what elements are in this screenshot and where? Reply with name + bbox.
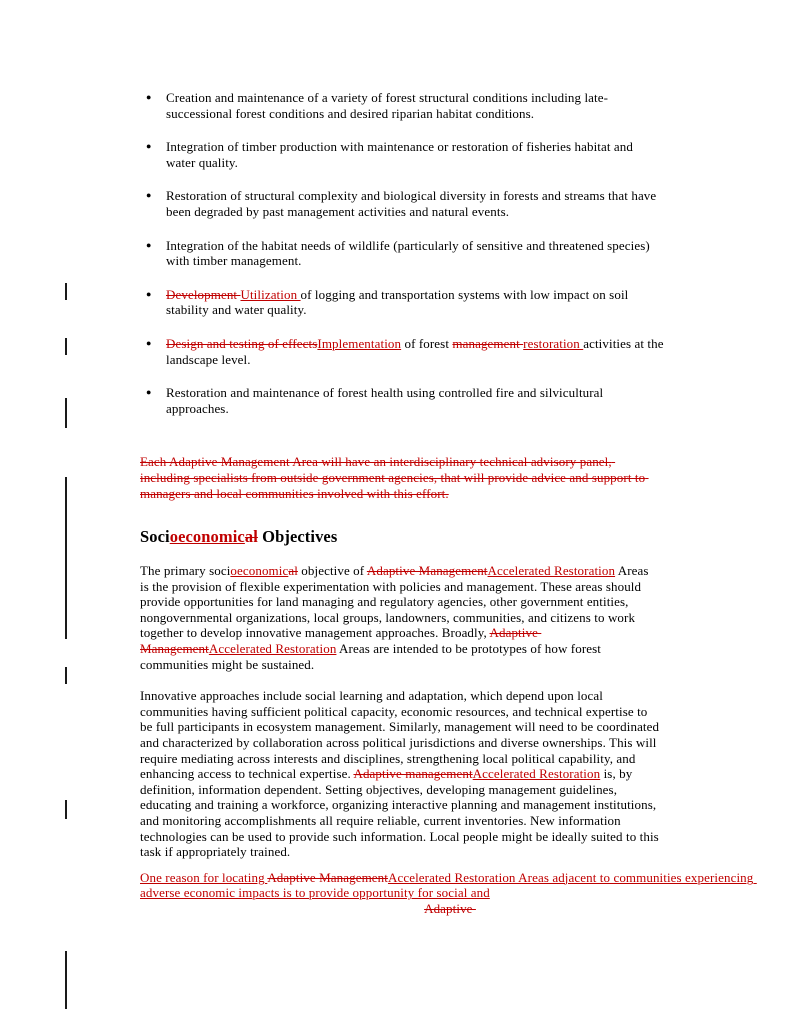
text-segment: Areas are intended to be prototypes of how forest communities might be sustained.	[140, 641, 605, 672]
text-segment: is, by definition, information dependent. Setting objectives, developing management guidelines, educating and training a workforce, organizing interactive planning and management institutions, and monitoring accomplishments all require reliable, current inventories. New information technologies can be used to provide such information. Local people might be ideally suited to this task if appropriately trained.	[140, 766, 663, 860]
deleted-text: Adaptive Management	[140, 625, 542, 657]
bullet-wildlife-habitat	[140, 238, 680, 269]
bullet-forest-health-text	[166, 385, 658, 416]
text-segment: activities at the landscape level.	[166, 335, 667, 367]
bullet-logging-systems	[140, 287, 680, 318]
text-segment: objective of	[297, 563, 367, 579]
inserted-text: Accelerated Restoration Areas adjacent to communities experiencing adverse economic impacts is to provide opportunity for social and	[140, 869, 757, 901]
bullet-icon: ●	[146, 92, 152, 102]
text-segment: Restoration and maintenance of forest health using controlled fire and silvicultural approaches.	[166, 385, 607, 416]
bullet-icon: ●	[146, 337, 152, 348]
bullet-logging-systems-text	[166, 287, 658, 318]
inserted-text: oeconomic	[230, 563, 289, 579]
inserted-text: One reason for locating	[140, 869, 268, 885]
deleted-text: Each Adaptive Management Area will have an interdisciplinary technical advisory panel, including specialists from outside government agencies, that will provide advice and support to managers and local communities involved with this effort.	[140, 454, 649, 501]
bullet-icon: ●	[146, 387, 152, 398]
change-bar	[65, 283, 67, 300]
text-segment: Creation and maintenance of a variety of forest structural conditions including late-successional forest conditions and desired riparian habitat conditions.	[166, 90, 609, 121]
change-bar	[65, 667, 67, 684]
deleted-text: management	[452, 335, 524, 351]
text-segment: Soci	[140, 527, 170, 547]
bullet-landscape-activities	[140, 336, 680, 367]
deleted-advisory-panel-paragraph	[140, 454, 660, 501]
bullet-icon: ●	[146, 141, 152, 152]
inserted-text: restoration	[523, 335, 584, 351]
document-content	[140, 90, 764, 917]
bullet-forest-health	[140, 385, 680, 416]
inserted-text: Accelerated Restoration	[487, 563, 616, 579]
bullet-landscape-activities-text	[166, 336, 680, 367]
text-segment: Integration of timber production with maintenance or restoration of fisheries habitat and water quality.	[166, 139, 637, 170]
bullet-timber-production	[140, 139, 680, 170]
change-bar	[65, 338, 67, 355]
inserted-text: Implementation	[317, 335, 402, 351]
change-bar	[65, 398, 67, 428]
bullet-structural-complexity-text	[166, 188, 658, 219]
bullet-structural-complexity	[140, 188, 680, 219]
deleted-text: Adaptive Management	[366, 563, 488, 579]
deleted-text: Adaptive management	[353, 766, 473, 782]
bullet-timber-production-text	[166, 139, 658, 170]
text-segment: Areas is the provision of flexible experimentation with policies and management. These areas should provide opportunities for land managing and regulatory agencies, other government entities, nongovernmental organizations, local groups, landowners, communities, and citizens to work together to develop innovative management approaches. Broadly,	[140, 563, 652, 641]
heading-socioeconomic-objectives	[140, 527, 764, 547]
deleted-text: Design and testing of effects	[166, 335, 318, 351]
change-bar	[65, 800, 67, 819]
bullet-structural-conditions	[140, 90, 680, 121]
text-segment: The primary soci	[140, 563, 231, 579]
paragraph-innovative-approaches	[140, 688, 663, 860]
inserted-text: Accelerated Restoration	[472, 766, 601, 782]
paragraph-inserted-one-reason	[140, 869, 757, 901]
bullet-icon: ●	[146, 288, 152, 299]
bullet-icon: ●	[146, 239, 152, 250]
change-bar	[65, 951, 67, 1009]
change-bar	[65, 477, 67, 639]
deleted-text: al	[244, 527, 258, 547]
text-segment: of logging and transportation systems with low impact on soil stability and water quality.	[166, 286, 632, 318]
deleted-text: Development	[166, 286, 241, 302]
text-segment: Innovative approaches include social learning and adaptation, which depend upon local communities having sufficient political capacity, economic resources, and technical expertise to be full participants in ecosystem management. Similarly, management will need to be coordinated and characterized by collaboration across political jurisdictions and diverse ownerships. This will require mediating across interests and disciplines, strengthening local political capability, and enhancing access to technical expertise.	[140, 688, 663, 782]
bullet-wildlife-habitat-text	[166, 238, 658, 269]
inserted-text: Accelerated Restoration	[208, 641, 337, 657]
deleted-text: al	[288, 563, 298, 579]
text-segment: of forest	[401, 335, 453, 351]
inserted-text: Utilization	[240, 286, 301, 302]
paragraph-primary-objective	[140, 563, 660, 672]
centered-adaptive-fragment	[140, 901, 760, 917]
deleted-text: Adaptive	[424, 900, 476, 916]
deleted-text: Adaptive Management	[267, 869, 388, 885]
text-segment: Restoration of structural complexity and biological diversity in forests and streams that have been degraded by past management activities and natural events.	[166, 188, 660, 219]
bullet-structural-conditions-text	[166, 90, 658, 121]
bullet-icon: ●	[146, 190, 152, 201]
inserted-text: oeconomic	[169, 527, 245, 547]
text-segment: Integration of the habitat needs of wildlife (particularly of sensitive and threatened species) with timber management.	[166, 237, 654, 269]
text-segment: Objectives	[257, 527, 338, 547]
